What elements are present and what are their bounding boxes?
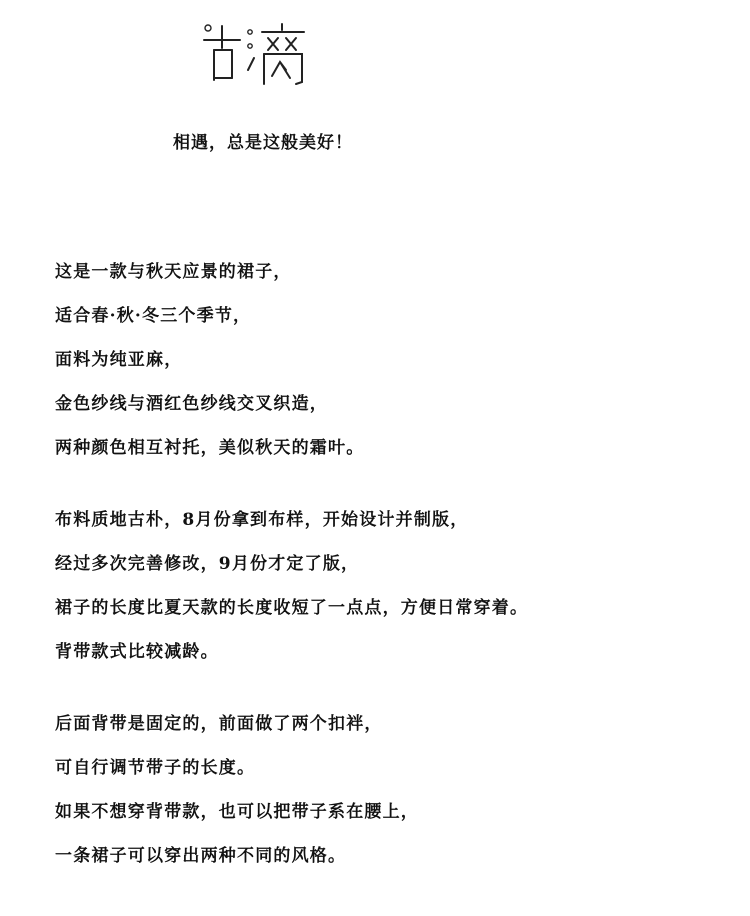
article-body — [55, 258, 735, 870]
paragraph-2 — [55, 506, 735, 666]
text-line: 布料质地古朴，8月份拿到布样，开始设计并制版， — [55, 510, 469, 530]
text-line: 可自行调节带子的长度。 — [55, 758, 256, 778]
text-line: 如果不想穿背带款，也可以把带子系在腰上， — [55, 802, 419, 822]
text-line: 后面背带是固定的，前面做了两个扣袢， — [55, 714, 383, 734]
text-line: 两种颜色相互衬托，美似秋天的霜叶。 — [55, 438, 365, 458]
tagline: 相遇，总是这般美好！ — [173, 133, 353, 153]
paragraph-1 — [55, 258, 735, 462]
text-line: 适合春·秋·冬三个季节， — [55, 306, 252, 326]
text-line: 这是一款与秋天应景的裙子， — [55, 262, 292, 282]
text-line: 金色纱线与酒红色纱线交叉织造， — [55, 394, 328, 414]
text-line: 经过多次完善修改，9月份才定了版， — [55, 554, 360, 574]
text-line: 背带款式比较减龄。 — [55, 642, 219, 662]
brand-logo — [200, 18, 312, 88]
text-line: 一条裙子可以穿出两种不同的风格。 — [55, 846, 347, 866]
text-line: 裙子的长度比夏天款的长度收短了一点点，方便日常穿着。 — [55, 598, 529, 618]
paragraph-3 — [55, 710, 735, 870]
text-line: 面料为纯亚麻， — [55, 350, 183, 370]
